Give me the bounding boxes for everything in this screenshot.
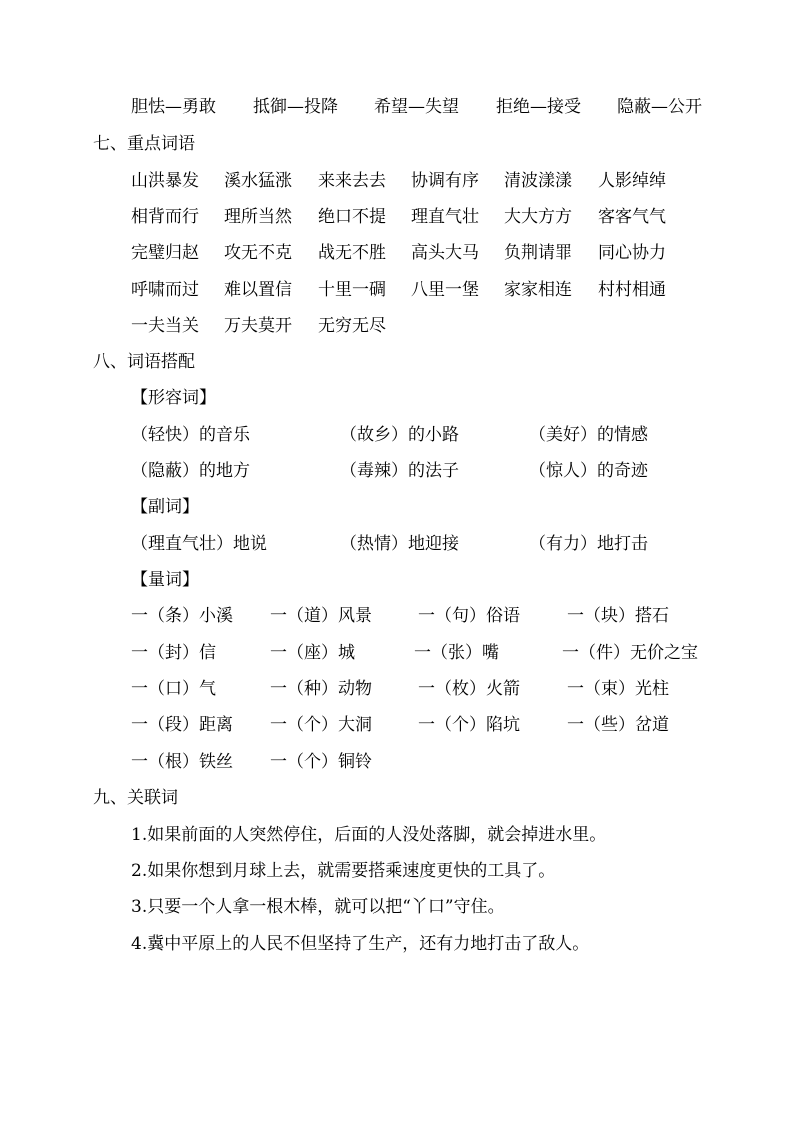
measure-phrase: 一（些）岔道: [567, 715, 669, 735]
antonym-pair: 拒绝—接受: [496, 97, 581, 117]
measure-phrase: 一（座）城: [270, 643, 355, 663]
section-8-title: 八、词语搭配: [93, 352, 195, 372]
measure-phrase: 一（口）气: [131, 679, 216, 699]
key-word: 无穷无尽: [318, 316, 386, 336]
key-word: 难以置信: [224, 280, 292, 300]
collocation: （理直气壮）地说: [131, 534, 267, 554]
collocation: （轻快）的音乐: [131, 425, 250, 445]
antonym-pair: 希望—失望: [374, 97, 459, 117]
conjunction-sentence: 3.只要一个人拿一根木棒，就可以把“丫口”守住。: [131, 897, 505, 917]
collocation: （美好）的情感: [529, 425, 648, 445]
key-word: 十里一碉: [318, 280, 386, 300]
measure-phrase: 一（件）无价之宝: [562, 643, 698, 663]
key-word: 相背而行: [131, 207, 199, 227]
measure-phrase: 一（段）距离: [131, 715, 233, 735]
antonym-pair: 抵御—投降: [253, 97, 338, 117]
key-word: 山洪暴发: [131, 171, 199, 191]
key-word: 绝口不提: [318, 207, 386, 227]
key-word: 理直气壮: [411, 207, 479, 227]
measure-phrase: 一（道）风景: [270, 606, 372, 626]
measure-phrase: 一（张）嘴: [414, 643, 499, 663]
key-word: 八里一堡: [411, 280, 479, 300]
key-word: 完璧归赵: [131, 243, 199, 263]
key-word: 战无不胜: [318, 243, 386, 263]
key-word: 一夫当关: [131, 316, 199, 336]
measure-phrase: 一（枚）火箭: [418, 679, 520, 699]
key-word: 人影绰绰: [598, 171, 666, 191]
measure-phrase: 一（束）光柱: [567, 679, 669, 699]
measure-word-label: 【量词】: [131, 570, 199, 590]
measure-phrase: 一（句）俗语: [418, 606, 520, 626]
collocation: （惊人）的奇迹: [529, 461, 648, 481]
section-7-title: 七、重点词语: [93, 134, 195, 154]
measure-phrase: 一（个）铜铃: [270, 752, 372, 772]
key-word: 溪水猛涨: [224, 171, 292, 191]
section-9-title: 九、关联词: [93, 788, 178, 808]
antonym-pair: 胆怯—勇敢: [131, 97, 216, 117]
collocation: （有力）地打击: [529, 534, 648, 554]
conjunction-sentence: 1.如果前面的人突然停住，后面的人没处落脚，就会掉进水里。: [131, 825, 607, 845]
adjective-label: 【形容词】: [131, 388, 216, 408]
key-word: 家家相连: [504, 280, 572, 300]
measure-phrase: 一（条）小溪: [131, 606, 233, 626]
key-word: 呼啸而过: [131, 280, 199, 300]
key-word: 负荆请罪: [504, 243, 572, 263]
measure-phrase: 一（种）动物: [270, 679, 372, 699]
collocation: （隐蔽）的地方: [131, 461, 250, 481]
key-word: 村村相通: [598, 280, 666, 300]
key-word: 攻无不克: [224, 243, 292, 263]
measure-phrase: 一（个）大洞: [270, 715, 372, 735]
key-word: 来来去去: [318, 171, 386, 191]
key-word: 清波漾漾: [504, 171, 572, 191]
measure-phrase: 一（封）信: [131, 643, 216, 663]
collocation: （毒辣）的法子: [340, 461, 459, 481]
key-word: 万夫莫开: [224, 316, 292, 336]
key-word: 同心协力: [598, 243, 666, 263]
measure-phrase: 一（个）陷坑: [418, 715, 520, 735]
measure-phrase: 一（根）铁丝: [131, 752, 233, 772]
key-word: 高头大马: [411, 243, 479, 263]
key-word: 理所当然: [224, 207, 292, 227]
conjunction-sentence: 2.如果你想到月球上去，就需要搭乘速度更快的工具了。: [131, 861, 556, 881]
key-word: 协调有序: [411, 171, 479, 191]
key-word: 大大方方: [504, 207, 572, 227]
collocation: （热情）地迎接: [340, 534, 459, 554]
antonym-pair: 隐蔽—公开: [617, 97, 702, 117]
collocation: （故乡）的小路: [340, 425, 459, 445]
measure-phrase: 一（块）搭石: [567, 606, 669, 626]
adverb-label: 【副词】: [131, 497, 199, 517]
key-word: 客客气气: [598, 207, 666, 227]
conjunction-sentence: 4.冀中平原上的人民不但坚持了生产，还有力地打击了敌人。: [131, 934, 590, 954]
